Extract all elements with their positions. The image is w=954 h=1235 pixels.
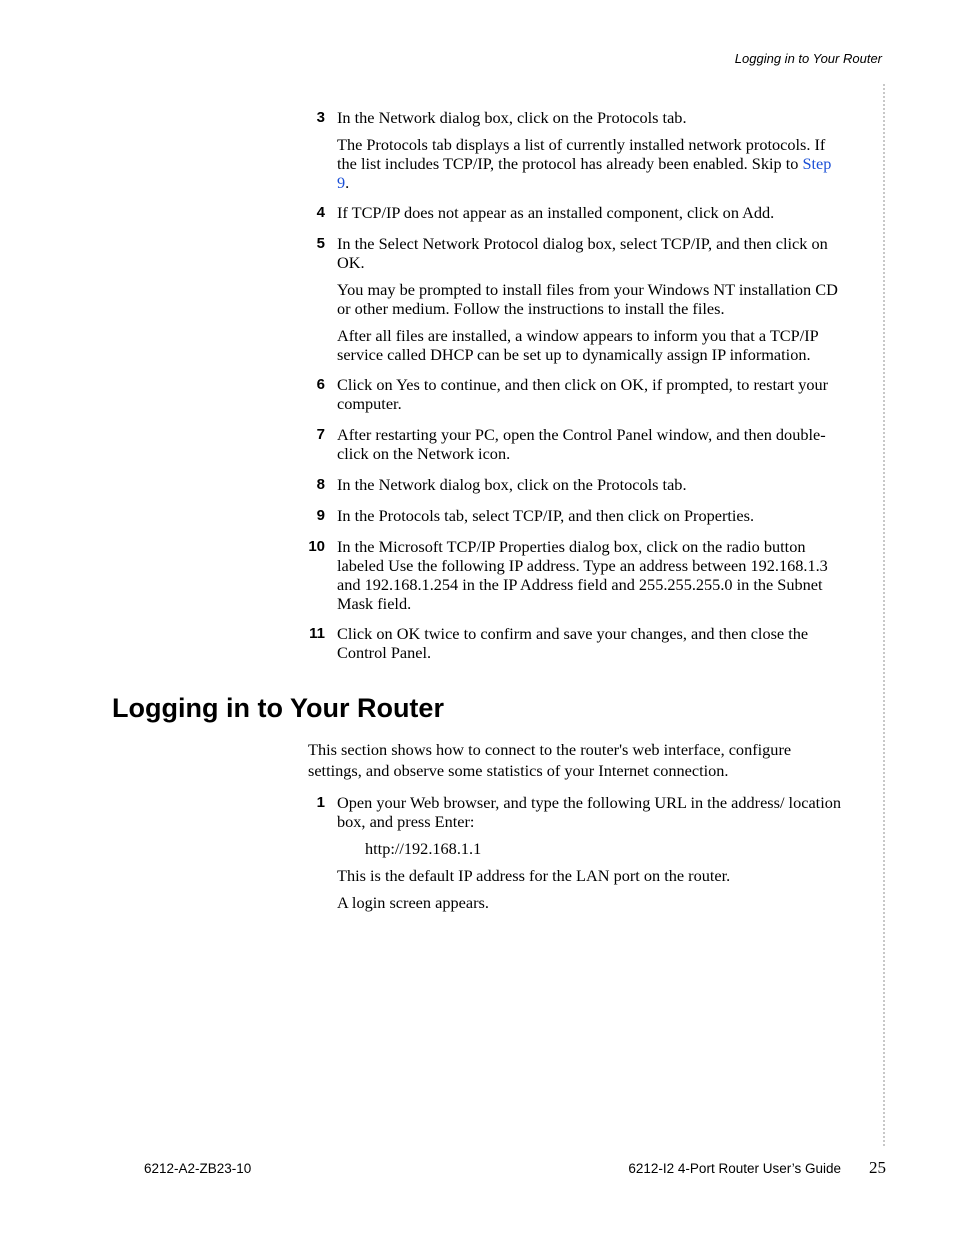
step-text: In the Protocols tab, select TCP/IP, and then click on Properties. <box>337 506 755 525</box>
margin-rule <box>883 84 885 1146</box>
step-5 <box>300 234 845 364</box>
step-note: After all files are installed, a window appears to inform you that a TCP/IP service called DHCP can be set up to dynamically assign IP information. <box>337 326 819 364</box>
step-text: In the Network dialog box, click on the Protocols tab. <box>337 475 687 494</box>
running-header: Logging in to Your Router <box>734 51 882 66</box>
step-text: In the Network dialog box, click on the Protocols tab. <box>337 108 687 127</box>
step-6 <box>300 375 845 413</box>
step-8 <box>300 475 845 494</box>
step-note: The Protocols tab displays a list of currently installed network protocols. If the list includes TCP/IP, the protocol has already been enabled. Skip to Step 9. <box>337 135 832 192</box>
step-11 <box>300 624 845 662</box>
step-number: 9 <box>316 507 325 524</box>
step-text: In the Microsoft TCP/IP Properties dialog box, click on the radio button labeled Use the following IP address. Type an address between 192.168.1.3 and 192.168.1.254 in the IP Address field and 255.255.255.0 in the Subnet Mask field. <box>337 537 828 613</box>
step-3 <box>300 108 845 192</box>
step-text: After restarting your PC, open the Control Panel window, and then double-click on the Network icon. <box>337 425 826 463</box>
step-number: 11 <box>309 625 325 642</box>
step-7 <box>300 425 845 463</box>
step-number: 1 <box>316 794 325 811</box>
step-number: 6 <box>316 376 325 393</box>
step-note: This is the default IP address for the LAN port on the router. <box>337 866 731 885</box>
page-number: 25 <box>869 1158 886 1177</box>
step-text: Click on OK twice to confirm and save your changes, and then close the Control Panel. <box>337 624 809 662</box>
step-9-link[interactable]: Step 9 <box>337 154 832 192</box>
step-10 <box>300 537 845 613</box>
step-number: 4 <box>316 204 325 221</box>
section-intro: This section shows how to connect to the router's web interface, configure settings, and observe some statistics of your Internet connection. <box>308 740 792 780</box>
login-step-1 <box>300 793 845 912</box>
step-text: If TCP/IP does not appear as an installed component, click on Add. <box>337 203 775 222</box>
step-note: A login screen appears. <box>337 893 489 912</box>
step-note: You may be prompted to install files from your Windows NT installation CD or other medium. Follow the instructions to install the files. <box>337 280 838 318</box>
step-4 <box>300 203 845 222</box>
step-number: 5 <box>316 235 325 252</box>
step-text: Click on Yes to continue, and then click on OK, if prompted, to restart your computer. <box>337 375 829 413</box>
router-url: http://192.168.1.1 <box>365 839 482 858</box>
footer-doc-number: 6212-A2-ZB23-10 <box>144 1161 252 1176</box>
section-heading: Logging in to Your Router <box>112 693 444 723</box>
step-number: 8 <box>316 476 325 493</box>
footer-guide-title: 6212-I2 4-Port Router User’s Guide <box>628 1161 841 1176</box>
step-text: In the Select Network Protocol dialog box, select TCP/IP, and then click on OK. <box>337 234 828 272</box>
step-9 <box>300 506 845 525</box>
step-text: Open your Web browser, and type the following URL in the address/ location box, and press Enter: <box>337 793 842 831</box>
step-number: 3 <box>316 109 325 126</box>
step-number: 7 <box>316 426 325 443</box>
step-number: 10 <box>308 538 325 555</box>
